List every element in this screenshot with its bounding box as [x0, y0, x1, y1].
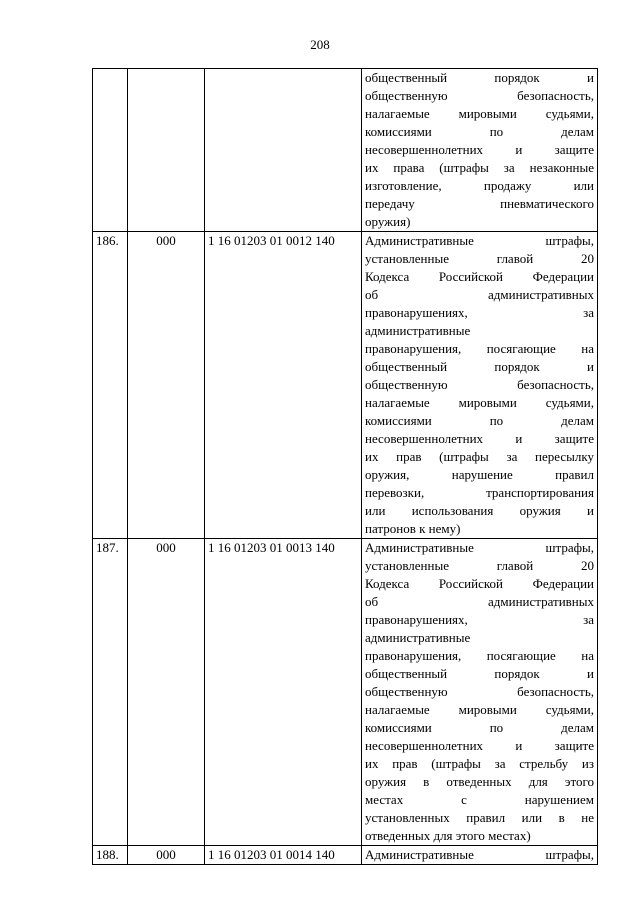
description-line: [365, 484, 594, 502]
description-word: об: [365, 594, 379, 609]
description-word: передачу: [365, 196, 415, 211]
description-word: и: [587, 359, 594, 374]
description-line: административные: [365, 630, 471, 645]
description-line: их права (штрафы за незаконные: [365, 160, 594, 175]
description-word: общественный: [365, 666, 448, 681]
table-row: [93, 846, 598, 865]
description-word: за: [583, 305, 594, 320]
budget-classification-code: 1 16 01203 01 0012 140: [205, 232, 362, 539]
description-line: патронов к нему): [365, 521, 461, 536]
table-body: [93, 69, 598, 865]
description-word: общественную: [365, 377, 448, 392]
description-line: [365, 611, 594, 629]
description-word: перевозки,: [365, 485, 425, 500]
row-number: [93, 69, 128, 232]
description-word: порядок: [494, 70, 540, 85]
description-word: общественный: [365, 70, 448, 85]
description-line: несовершеннолетних и защите: [365, 431, 594, 446]
description-word: и: [587, 666, 594, 681]
description-word: штрафы,: [545, 233, 594, 248]
description-word: и: [587, 70, 594, 85]
description-word: порядок: [494, 666, 540, 681]
description-word: Административные: [365, 233, 474, 248]
budget-classification-code: 1 16 01203 01 0014 140: [205, 846, 362, 865]
description-word: правонарушениях,: [365, 612, 468, 627]
description-word: установленные: [365, 251, 449, 266]
description-word: с: [461, 792, 467, 807]
description-word: нарушением: [524, 792, 594, 807]
admin-code: 000: [128, 539, 205, 846]
description-word: по: [489, 124, 504, 139]
description-word: административных: [488, 287, 594, 302]
description-word: по: [489, 413, 504, 428]
admin-code: 000: [128, 232, 205, 539]
description-line: оружия в отведенных для этого: [365, 774, 594, 789]
description-word: нарушение: [451, 467, 513, 482]
description-word: 20: [580, 251, 594, 266]
revenue-description: [362, 846, 598, 865]
page-number: 208: [310, 37, 330, 52]
description-line: оружия): [365, 214, 411, 229]
description-line: [365, 665, 594, 683]
description-line: налагаемые мировыми судьями,: [365, 395, 594, 410]
table-row: [93, 232, 598, 539]
description-line: [365, 69, 594, 87]
budget-classification-code: 1 16 01203 01 0013 140: [205, 539, 362, 846]
budget-classification-code: [205, 69, 362, 232]
description-line: Кодекса Российской Федерации: [365, 576, 594, 591]
description-line: налагаемые мировыми судьями,: [365, 702, 594, 717]
description-word: комиссиями: [365, 720, 432, 735]
description-line: налагаемые мировыми судьями,: [365, 106, 594, 121]
description-line: [365, 123, 594, 141]
description-line: [365, 286, 594, 304]
description-line: [365, 250, 594, 268]
description-word: правонарушениях,: [365, 305, 468, 320]
description-line: [365, 195, 594, 213]
revenue-codes-table: [92, 68, 598, 865]
description-word: делам: [561, 124, 594, 139]
description-word: об: [365, 287, 379, 302]
description-line: Кодекса Российской Федерации: [365, 269, 594, 284]
description-line: [365, 466, 594, 484]
description-word: комиссиями: [365, 413, 432, 428]
description-line: [365, 791, 594, 809]
description-word: оружия,: [365, 467, 410, 482]
description-line: или использования оружия и: [365, 503, 594, 518]
description-line: [365, 539, 594, 557]
description-line: административные: [365, 323, 471, 338]
description-word: общественную: [365, 684, 448, 699]
description-word: за: [583, 612, 594, 627]
description-line: [365, 358, 594, 376]
description-word: по: [489, 720, 504, 735]
revenue-description: [362, 232, 598, 539]
description-line: [365, 177, 594, 195]
description-line: [365, 557, 594, 575]
description-word: изготовление,: [365, 178, 442, 193]
description-word: Административные: [365, 847, 474, 862]
description-line: установленных правил или в не: [365, 810, 594, 825]
description-word: общественную: [365, 88, 448, 103]
row-number: 188.: [93, 846, 128, 865]
description-line: несовершеннолетних и защите: [365, 142, 594, 157]
description-word: Административные: [365, 540, 474, 555]
description-word: штрафы,: [545, 847, 594, 862]
row-number: 187.: [93, 539, 128, 846]
description-line: [365, 87, 594, 105]
table-row: [93, 69, 598, 232]
description-word: административных: [488, 594, 594, 609]
admin-code: [128, 69, 205, 232]
description-line: [365, 683, 594, 701]
description-line: их прав (штрафы за пересылку: [365, 449, 594, 464]
description-line: [365, 232, 594, 250]
description-line: правонарушения, посягающие на: [365, 341, 594, 356]
description-word: главой: [496, 251, 534, 266]
description-word: комиссиями: [365, 124, 432, 139]
description-word: общественный: [365, 359, 448, 374]
revenue-description: [362, 539, 598, 846]
description-word: порядок: [494, 359, 540, 374]
row-number: 186.: [93, 232, 128, 539]
description-line: [365, 376, 594, 394]
table-row: [93, 539, 598, 846]
description-word: главой: [496, 558, 534, 573]
description-word: 20: [580, 558, 594, 573]
description-line: [365, 304, 594, 322]
description-word: штрафы,: [545, 540, 594, 555]
description-word: делам: [561, 720, 594, 735]
description-word: местах: [365, 792, 404, 807]
description-word: безопасность,: [517, 377, 594, 392]
description-line: [365, 846, 594, 864]
description-line: отведенных для этого местах): [365, 828, 531, 843]
description-word: или: [573, 178, 594, 193]
description-line: [365, 412, 594, 430]
admin-code: 000: [128, 846, 205, 865]
description-word: безопасность,: [517, 88, 594, 103]
description-word: продажу: [483, 178, 532, 193]
description-line: [365, 593, 594, 611]
description-word: правил: [555, 467, 594, 482]
revenue-description: [362, 69, 598, 232]
description-word: транспортирования: [486, 485, 594, 500]
description-line: их прав (штрафы за стрельбу из: [365, 756, 594, 771]
description-line: [365, 719, 594, 737]
description-word: установленные: [365, 558, 449, 573]
description-line: правонарушения, посягающие на: [365, 648, 594, 663]
description-word: пневматического: [500, 196, 594, 211]
description-word: делам: [561, 413, 594, 428]
description-line: несовершеннолетних и защите: [365, 738, 594, 753]
description-word: безопасность,: [517, 684, 594, 699]
